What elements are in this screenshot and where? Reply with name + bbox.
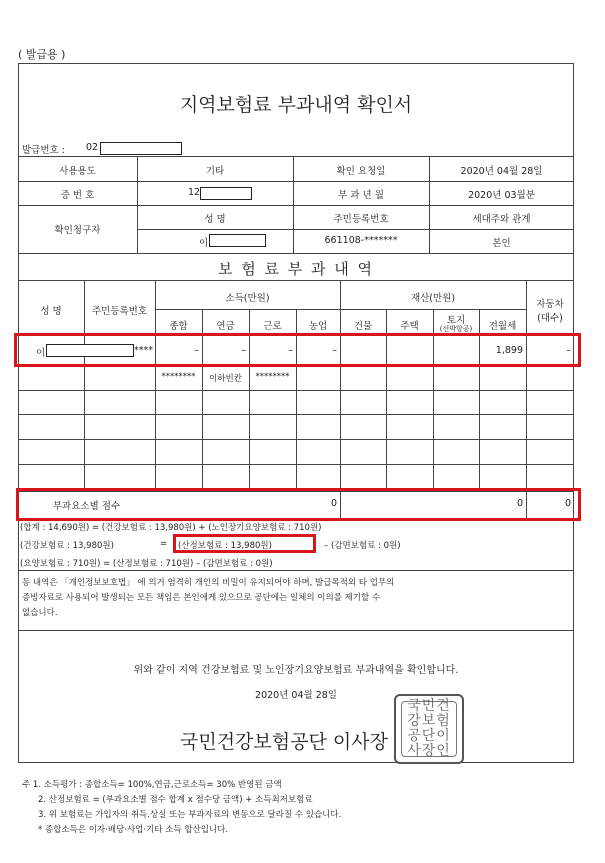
notice-line-2: 없습니다. — [22, 608, 58, 618]
property-col-3: 전월세 — [488, 321, 517, 332]
income-note-stars-right: ******** — [255, 372, 290, 382]
income-col-3: 농업 — [308, 321, 328, 332]
row-rrn-suffix: **** — [134, 345, 153, 356]
levy-ym-label: 부 과 년 월 — [338, 190, 384, 201]
official-seal — [394, 694, 464, 764]
request-date-value: 2020년 04월 28일 — [460, 166, 543, 177]
cell-car: – — [566, 345, 571, 356]
official-seal-text: 국민건강보험공단이사장인 — [401, 701, 457, 757]
levy-ym-value: 2020년 03월분 — [468, 190, 535, 201]
cell-income-0: – — [194, 345, 199, 356]
score-label: 부과요소별 점수 — [52, 501, 121, 512]
income-note-stars-left: ******** — [161, 372, 196, 382]
score-car: 0 — [564, 498, 571, 509]
redacted-requester-name — [209, 234, 266, 247]
calc-care-line: (요양보험료 : 710원) = (산정보험료 : 710원) – (감면보험료 : 0원) — [20, 559, 273, 569]
highlight-score-row — [16, 488, 581, 521]
footnote-1: 2. 산정보험료 = (부과요소별 점수 합계 x 점수당 금액) + 소득최저보험료 — [38, 795, 313, 805]
income-col-2: 근로 — [263, 321, 282, 332]
section-title: 보 험 료 부 과 내 역 — [217, 260, 375, 278]
property-col-2: 토지 — [446, 315, 466, 326]
highlight-data-row — [14, 333, 581, 367]
redacted-cert-no — [200, 187, 252, 200]
notice-line-1: 증빙자료로 사용되어 발생되는 모든 책임은 본인에게 있으므로 공단에는 일체의 이의를 제기할 수 — [22, 593, 381, 603]
calc-health-reduction: – (감면보험료 : 0원) — [324, 541, 401, 551]
purpose-label: 사용용도 — [59, 166, 96, 177]
cell-property-3: 1,899 — [495, 345, 523, 356]
footnote-0: 주 1. 소득평가 : 종합소득= 100%,연금,근로소득= 30% 반영된 금액 — [22, 780, 282, 790]
requester-label: 확인청구자 — [54, 225, 101, 236]
relation-label: 세대주와 관계 — [472, 214, 531, 225]
score-income: 0 — [330, 498, 337, 509]
score-property: 0 — [516, 498, 523, 509]
document-title: 지역보험료 부과내역 확인서 — [179, 94, 413, 116]
calc-health-eq: = — [160, 539, 168, 549]
cert-no-label: 증 번 호 — [60, 190, 95, 201]
cell-income-2: – — [288, 345, 293, 356]
issue-no-label: 발급번호 : — [22, 145, 65, 156]
footnote-2: 3. 위 보험료는 가입자의 취득.상실 또는 부과자료의 변동으로 달라질 수 있습니다. — [38, 810, 342, 820]
car-header: 자동차 — [536, 299, 564, 310]
name-label: 성 명 — [204, 214, 226, 225]
row-name-prefix: 이 — [36, 348, 46, 359]
purpose-value: 기타 — [205, 166, 225, 177]
notice-line-0: 동 내역은 「개인정보보호법」 에 의거 엄격히 개인의 비밀이 유지되어야 하며, 발급목적외 타 업무의 — [22, 578, 395, 588]
request-date-label: 확인 요청일 — [336, 166, 386, 177]
relation-value: 본인 — [492, 238, 511, 249]
property-header: 재산(만원) — [410, 293, 456, 304]
rrn-value: 661108-******* — [324, 235, 398, 246]
cell-income-3: – — [332, 345, 337, 356]
calc-total-line: (합계 : 14,690원) = (건강보험료 : 13,980원) + (노인장기요양보험료 : 710원) — [20, 523, 322, 533]
redacted-issue-no — [100, 142, 182, 155]
property-col-1: 주택 — [400, 321, 419, 332]
land-sub-header: (선박항공) — [439, 325, 473, 333]
car-sub-header: (대수) — [537, 313, 563, 324]
footnotes — [22, 778, 341, 838]
rrn-label: 주민등록번호 — [333, 214, 389, 225]
col-rrn-header: 주민등록번호 — [91, 306, 148, 317]
issue-no-prefix: 02 — [86, 142, 99, 153]
calc-assessed-premium: (산정보험료 : 13,980원) — [178, 541, 272, 551]
cert-no-prefix: 12 — [188, 187, 201, 198]
confirm-date: 2020년 04월 28일 — [255, 690, 337, 701]
income-header: 소득(만원) — [225, 293, 270, 304]
income-col-1: 연금 — [216, 321, 235, 332]
footnote-3: * 종합소득은 이자·배당·사업·기타 소득 합산입니다. — [38, 825, 229, 835]
property-col-0: 건물 — [353, 321, 373, 332]
requester-name-prefix: 이 — [199, 238, 209, 249]
calc-health-label: (건강보험료 : 13,980원) — [20, 541, 114, 551]
col-name-header: 성 명 — [40, 306, 62, 317]
issuer-name: 국민건강보험공단 이사장 — [180, 731, 388, 753]
cell-income-1: – — [241, 345, 246, 356]
income-col-0: 종합 — [169, 321, 188, 332]
income-note-blank: 이하빈칸 — [209, 374, 242, 384]
confirm-text: 위와 같이 지역 건강보험료 및 노인장기요양보험료 부과내역을 확인합니다. — [133, 665, 459, 676]
highlight-assessed-premium — [173, 534, 316, 553]
copy-label: ( 발급용 ) — [18, 48, 66, 61]
notice-text — [22, 576, 394, 621]
